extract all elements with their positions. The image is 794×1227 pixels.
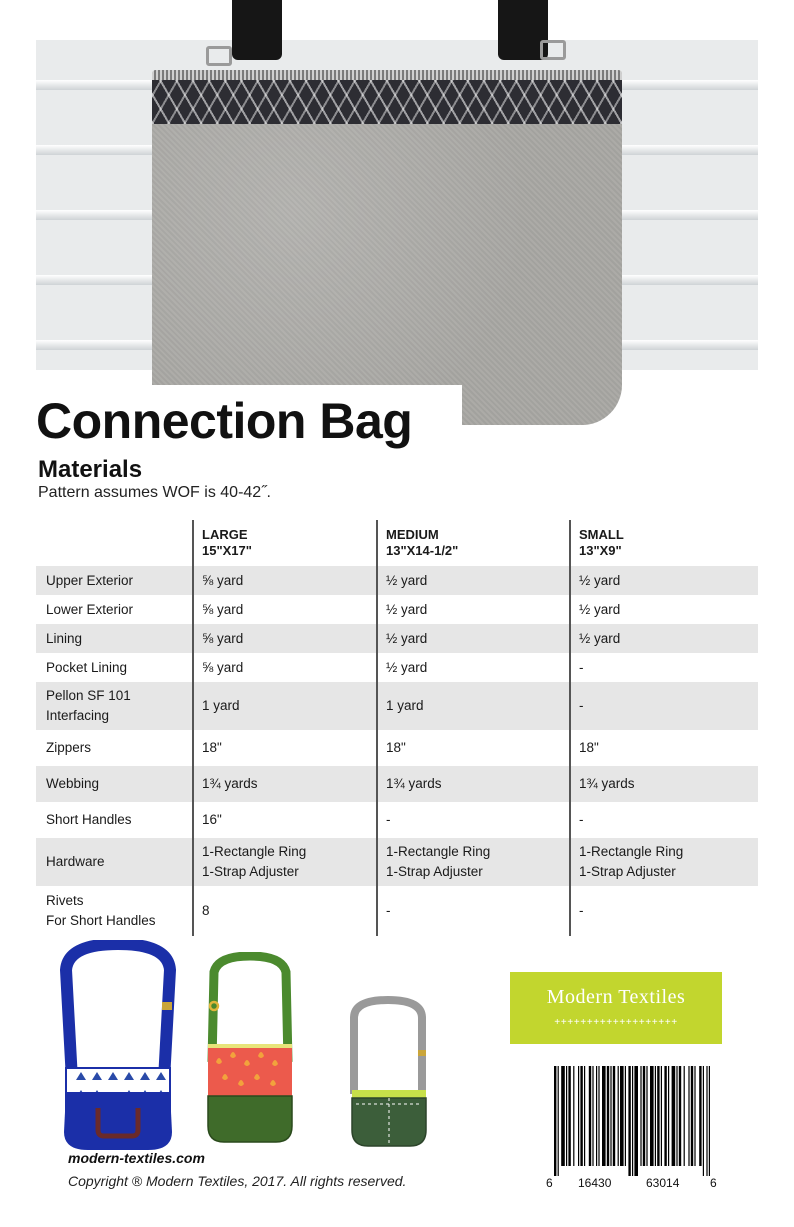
cell-small: -	[579, 812, 584, 827]
cell-large: 16"	[202, 812, 222, 827]
bag-photo	[152, 70, 622, 425]
website-link[interactable]: modern-textiles.com	[68, 1150, 205, 1166]
cell-large: ⅝ yard	[202, 601, 244, 617]
cell-medium: 18"	[386, 740, 406, 755]
header-medium: MEDIUM 13"X14-1/2"	[386, 527, 459, 558]
barcode	[552, 1066, 712, 1176]
cell-small: ½ yard	[579, 630, 621, 646]
table-row	[36, 653, 758, 682]
cell-small: 18"	[579, 740, 599, 755]
cell-small: -	[579, 698, 584, 713]
cell-medium: ½ yard	[386, 601, 428, 617]
table-row	[36, 730, 758, 766]
green-bag-illustration	[200, 952, 300, 1146]
cell-small: -	[579, 659, 584, 675]
strap-ring-left	[206, 46, 232, 66]
gray-green-bag-illustration	[344, 994, 434, 1154]
cell-large: 1-Rectangle Ring 1-Strap Adjuster	[202, 844, 307, 879]
cell-medium: ½ yard	[386, 572, 428, 588]
row-label: Lining	[46, 630, 83, 646]
logo-name: Modern Textiles	[546, 986, 686, 1008]
table-row	[36, 682, 758, 730]
barcode-group-1: 16430	[578, 1176, 612, 1190]
table-row	[36, 624, 758, 653]
cell-large: 1 yard	[202, 698, 240, 713]
row-label: Pocket Lining	[46, 659, 128, 675]
page-title: Connection Bag	[36, 393, 413, 449]
brand-logo	[510, 972, 722, 1044]
logo-decoration: +++++++++++++++++++	[554, 1018, 678, 1029]
blue-bag-illustration	[58, 940, 178, 1150]
row-label: Upper Exterior	[46, 572, 134, 588]
table-row	[36, 802, 758, 838]
table-row	[36, 838, 758, 886]
row-label: Rivets For Short Handles	[46, 893, 156, 928]
cell-small: -	[579, 903, 584, 918]
cell-large: 1¾ yards	[202, 776, 258, 791]
table-row	[36, 766, 758, 802]
cell-medium: 1-Rectangle Ring 1-Strap Adjuster	[386, 844, 491, 879]
cell-small: 1¾ yards	[579, 776, 635, 791]
row-label: Lower Exterior	[46, 601, 134, 617]
cell-large: 18"	[202, 740, 222, 755]
materials-heading: Materials	[38, 456, 143, 483]
cell-medium: 1 yard	[386, 698, 424, 713]
cell-large: ⅝ yard	[202, 630, 244, 646]
wof-note: Pattern assumes WOF is 40-42˝.	[38, 484, 271, 501]
bag-zipper	[152, 70, 622, 80]
table-row	[36, 595, 758, 624]
strap-ring-right	[540, 40, 566, 60]
cell-large: ⅝ yard	[202, 659, 244, 675]
column-divider	[192, 520, 194, 936]
cell-medium: -	[386, 812, 391, 827]
header-large: LARGE 15"X17"	[202, 527, 252, 558]
row-label: Zippers	[46, 740, 92, 755]
cell-medium: ½ yard	[386, 630, 428, 646]
barcode-group-2: 63014	[646, 1176, 680, 1190]
cell-small: ½ yard	[579, 601, 621, 617]
cover-photo	[0, 0, 794, 430]
header-small: SMALL 13"X9"	[579, 527, 624, 558]
cell-small: ½ yard	[579, 572, 621, 588]
table-row	[36, 566, 758, 595]
cell-large: 8	[202, 903, 210, 918]
column-divider	[376, 520, 378, 936]
bag-patterned-band	[152, 80, 622, 124]
row-label: Pellon SF 101 Interfacing	[46, 688, 131, 723]
barcode-digit-right: 6	[710, 1176, 717, 1190]
materials-table	[36, 520, 758, 936]
bag-strap-left	[232, 0, 282, 60]
row-label: Hardware	[46, 854, 105, 869]
cell-medium: 1¾ yards	[386, 776, 442, 791]
cell-medium: ½ yard	[386, 659, 428, 675]
cell-large: ⅝ yard	[202, 572, 244, 588]
table-row	[36, 886, 758, 936]
cell-medium: -	[386, 903, 391, 918]
table-header-row	[36, 520, 758, 566]
column-divider	[569, 520, 571, 936]
copyright-notice: Copyright ® Modern Textiles, 2017. All rights reserved.	[68, 1173, 407, 1189]
barcode-digit-left: 6	[546, 1176, 553, 1190]
row-label: Short Handles	[46, 812, 132, 827]
cell-small: 1-Rectangle Ring 1-Strap Adjuster	[579, 844, 684, 879]
row-label: Webbing	[46, 776, 100, 791]
